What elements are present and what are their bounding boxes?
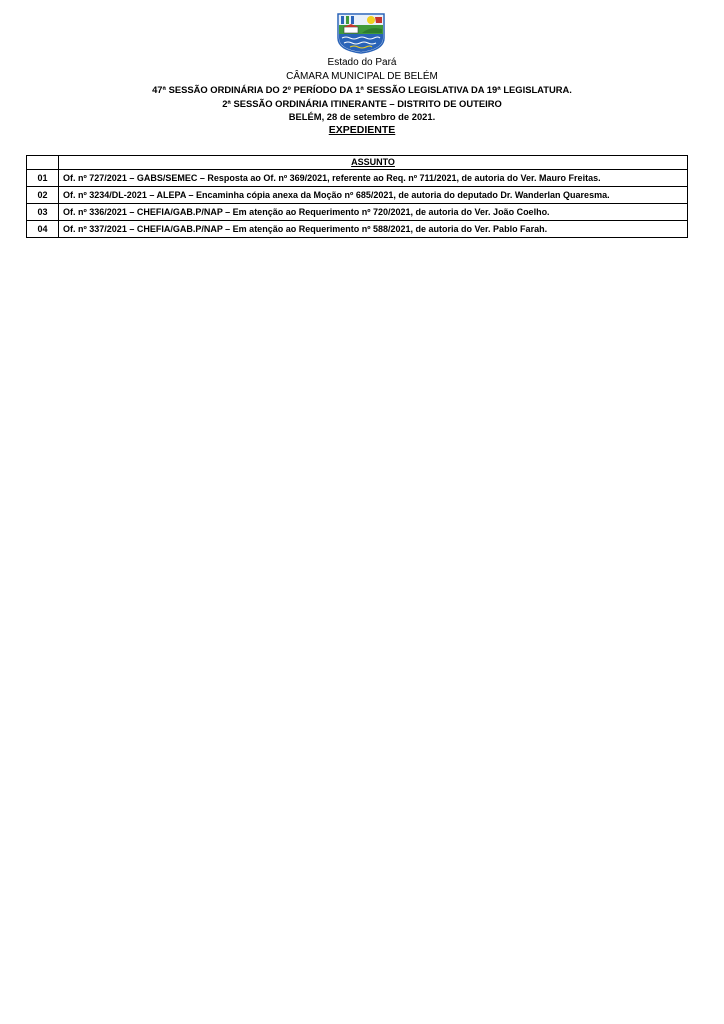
row-number: 03 (27, 204, 59, 221)
session-title: 47ª SESSÃO ORDINÁRIA DO 2º PERÍODO DA 1ª SESSÃO LEGISLATIVA DA 19ª LEGISLATURA. (152, 84, 572, 95)
row-subject: Of. nº 337/2021 – CHEFIA/GAB.P/NAP – Em atenção ao Requerimento nº 588/2021, de autoria do Ver. Pablo Farah. (59, 221, 688, 238)
chamber-name: CÂMARA MUNICIPAL DE BELÉM (286, 70, 438, 82)
session-date: BELÉM, 28 de setembro de 2021. (288, 111, 436, 122)
row-number: 02 (27, 187, 59, 204)
document-header (0, 56, 724, 137)
coat-of-arms-icon (336, 12, 386, 54)
table-row (27, 204, 688, 221)
state-name: Estado do Pará (327, 57, 397, 68)
row-subject: Of. nº 336/2021 – CHEFIA/GAB.P/NAP – Em atenção ao Requerimento nº 720/2021, de autoria do Ver. João Coelho. (59, 204, 688, 221)
table-row (27, 221, 688, 238)
row-number: 04 (27, 221, 59, 238)
header-number-cell (27, 156, 59, 170)
table-header-row (27, 156, 688, 170)
itinerant-session: 2ª SESSÃO ORDINÁRIA ITINERANTE – DISTRITO DE OUTEIRO (222, 97, 502, 109)
table-row (27, 187, 688, 204)
section-title: EXPEDIENTE (328, 123, 396, 136)
header-subject-cell: ASSUNTO (59, 156, 688, 170)
table-row (27, 170, 688, 187)
agenda-table (26, 155, 688, 238)
row-number: 01 (27, 170, 59, 187)
row-subject: Of. nº 3234/DL-2021 – ALEPA – Encaminha cópia anexa da Moção nº 685/2021, de autoria do deputado Dr. Wanderlan Quaresma. (59, 187, 688, 204)
row-subject: Of. nº 727/2021 – GABS/SEMEC – Resposta ao Of. nº 369/2021, referente ao Req. nº 711/2021, de autoria do Ver. Mauro Freitas. (59, 170, 688, 187)
